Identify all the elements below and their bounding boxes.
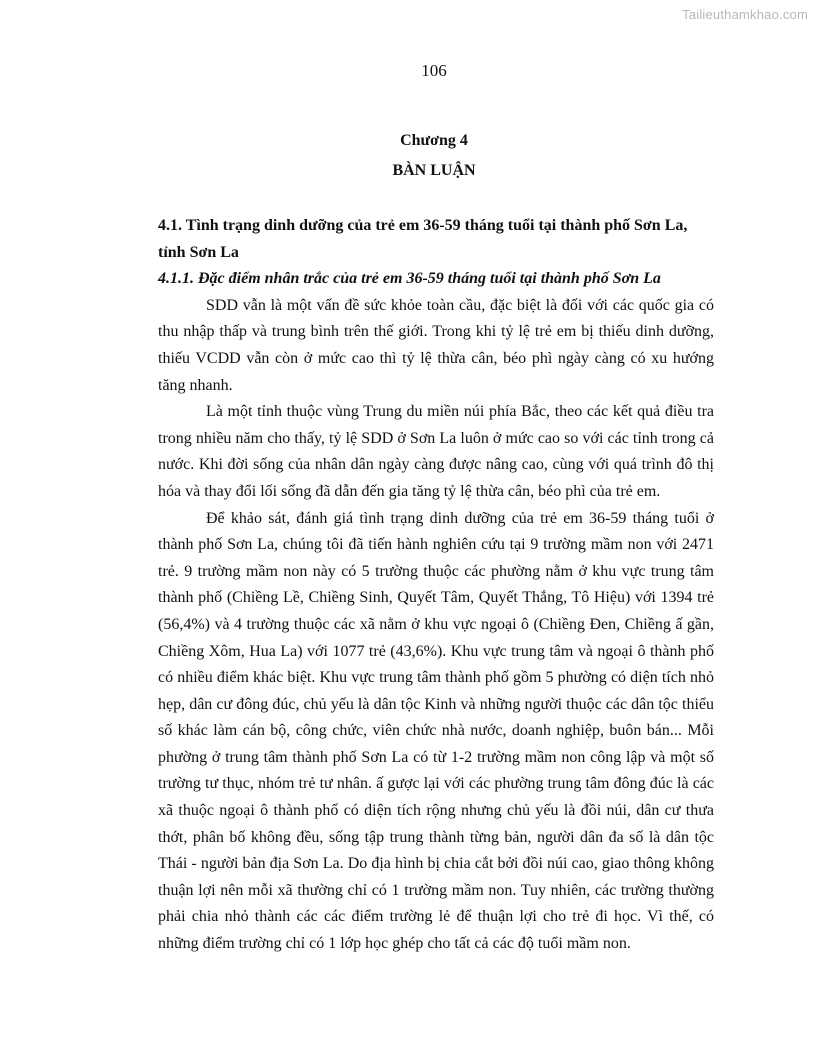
paragraph-1: SDD vẫn là một vấn đề sức khỏe toàn cầu, đặc biệt là đối với các quốc gia có thu nhập thấp và trung bình trên thế giới. Trong khi tỷ lệ trẻ em bị thiếu dinh dưỡng, thiếu VCDD vẫn còn ở mức cao thì tỷ lệ thừa cân, béo phì ngày càng có xu hướng tăng nhanh. (158, 296, 714, 394)
page-number: 106 (421, 61, 447, 80)
page-body (158, 213, 714, 958)
chapter-label: Chương 4 (400, 132, 468, 149)
chapter-title: BÀN LUẬN (392, 162, 476, 179)
section-heading: 4.1. Tình trạng dinh dưỡng của trẻ em 36-59 tháng tuổi tại thành phố Sơn La, tỉnh Sơn La (158, 217, 688, 261)
paragraph-2: Là một tỉnh thuộc vùng Trung du miền núi phía Bắc, theo các kết quả điều tra trong nhiều năm cho thấy, tỷ lệ SDD ở Sơn La luôn ở mức cao so với các tỉnh trong cả nước. Khi đời sống của nhân dân ngày càng được nâng cao, cùng với quá trình đô thị hóa và thay đổi lối sống đã dẫn đến gia tăng tỷ lệ thừa cân, béo phì của trẻ em. (158, 403, 714, 500)
subsection-heading: 4.1.1. Đặc điểm nhân trắc của trẻ em 36-59 tháng tuổi tại thành phố Sơn La (158, 270, 661, 288)
watermark: Tailieuthamkhao.com (682, 7, 808, 22)
paragraph-3: Để khảo sát, đánh giá tình trạng dinh dưỡng của trẻ em 36-59 tháng tuổi ở thành phố Sơn La, chúng tôi đã tiến hành nghiên cứu tại 9 trường mầm non với 2471 trẻ. 9 trường mầm non này có 5 trường thuộc các phường nằm ở khu vực trung tâm thành phố (Chiềng Lề, Chiềng Sinh, Quyết Tâm, Quyết Thắng, Tô Hiệu) với 1394 trẻ (56,4%) và 4 trường thuộc các xã nằm ở khu vực ngoại ô (Chiềng Đen, Chiềng ấ gần, Chiềng Xôm, Hua La) với 1077 trẻ (43,6%). Khu vực trung tâm và ngoại ô thành phố có nhiều điểm khác biệt. Khu vực trung tâm thành phố gồm 5 phường có diện tích nhỏ hẹp, dân cư đông đúc, chủ yếu là dân tộc Kinh và những người thuộc các dân tộc thiểu số khác làm cán bộ, công chức, viên chức nhà nước, doanh nghiệp, buôn bán... Mỗi phường ở trung tâm thành phố Sơn La có từ 1-2 trường mầm non công lập và một số trường tư thục, nhóm trẻ tư nhân. ấ gược lại với các phường trung tâm đông đúc là các xã thuộc ngoại ô thành phố có diện tích rộng nhưng chủ yếu là đồi núi, dân cư thưa thớt, phân bố không đều, sống tập trung thành từng bản, người dân đa số là dân tộc Thái - người bản địa Sơn La. Do địa hình bị chia cắt bởi đồi núi cao, giao thông không thuận lợi nên mỗi xã thường chỉ có 1 trường mầm non. Tuy nhiên, các trường thường phải chia nhỏ thành các các điểm trường lẻ để thuận lợi cho trẻ đi học. Vì thế, có những điểm trường chỉ có 1 lớp học ghép cho tất cả các độ tuổi mầm non. (158, 509, 714, 953)
